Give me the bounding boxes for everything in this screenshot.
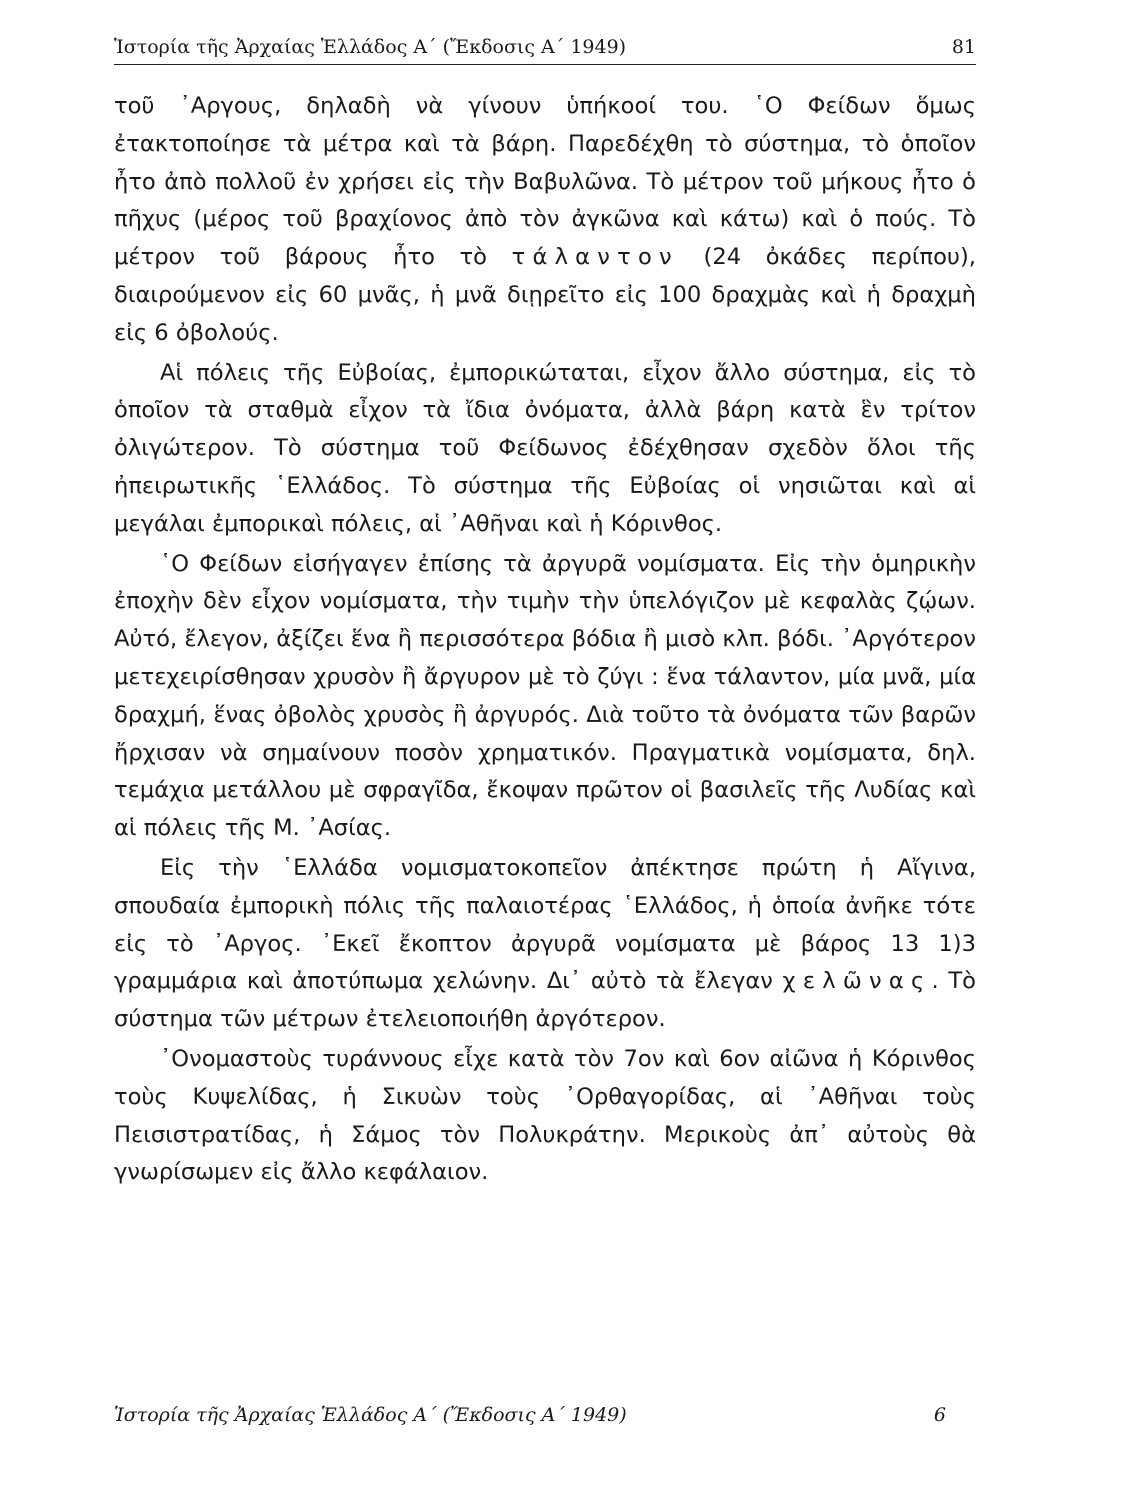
header-title: Ἱστορία τῆς Ἀρχαίας Ἑλλάδος Α΄ (Ἔκδοσις Α΄ 1949) [114,36,627,58]
footer-title: Ἱστορία τῆς Ἀρχαίας Ἑλλάδος Α΄ (Ἔκδοσις Α΄ 1949) [114,1404,627,1426]
paragraph-text: . Τὸ σύστημα τῶν μέτρων ἐτελειοποιήθη ἀργότερον. [114,968,976,1033]
body-text [114,88,976,1194]
spaced-term: τάλαντον [511,244,679,271]
paragraph [114,1041,976,1192]
running-header [114,34,976,65]
paragraph [114,850,976,1039]
paragraph [114,355,976,544]
spaced-term: χελῶνας [782,968,932,995]
signature-footer [114,1404,946,1432]
paragraph [114,88,976,353]
paragraph-text: ᾿Ονομαστοὺς τυράννους εἶχε κατὰ τὸν 7ον καὶ 6ον αἰῶνα ἡ Κόρινθος τοὺς Κυψελίδας, ἡ Σικυὼν τοὺς ᾿Ορθαγορίδας, αἱ ᾿Αθῆναι τοὺς Πεισιστρατίδας, ἡ Σάμος τὸν Πολυκράτην. Μερικοὺς ἀπ᾿ αὐτοὺς θὰ γνωρίσωμεν εἰς ἄλλο κεφάλαιον. [114,1045,976,1186]
signature-mark: 6 [933,1404,946,1426]
paragraph-text: Αἱ πόλεις τῆς Εὐβοίας, ἐμπορικώταται, εἶχον ἄλλο σύστημα, εἰς τὸ ὁποῖον τὰ σταθμὰ εἶχον τὰ ἴδια ὀνόματα, ἀλλὰ βάρη κατὰ ἓν τρίτον ὀλιγώτερον. Τὸ σύστημα τοῦ Φείδωνος ἐδέχθησαν σχεδὸν ὅλοι τῆς ἠπειρωτικῆς ῾Ελλάδος. Τὸ σύστημα τῆς Εὐβοίας οἱ νησιῶται καὶ αἱ μεγάλαι ἐμπορικαὶ πόλεις, αἱ ᾿Αθῆναι καὶ ἡ Κόρινθος. [114,359,976,537]
paragraph-text: ῾Ο Φείδων εἰσήγαγεν ἐπίσης τὰ ἀργυρᾶ νομίσματα. Εἰς τὴν ὁμηρικὴν ἐποχὴν δὲν εἶχον νομίσματα, τὴν τιμὴν τὴν ὑπελόγιζον μὲ κεφαλὰς ζῴων. Αὐτό, ἔλεγον, ἀξίζει ἕνα ἢ περισσότερα βόδια ἢ μισὸ κλπ. βόδι. ᾿Αργότερον μετεχειρίσθησαν χρυσὸν ἢ ἄργυρον μὲ τὸ ζύγι : ἕνα τάλαντον, μία μνᾶ, μία δραχμή, ἕνας ὀβολὸς χρυσὸς ἢ ἀργυρός. Διὰ τοῦτο τὰ ὀνόματα τῶν βαρῶν ἤρχισαν νὰ σημαίνουν ποσὸν χρηματικόν. Πραγματικὰ νομίσματα, δηλ. τεμάχια μετάλλου μὲ σφραγῖδα, ἔκοψαν πρῶτον οἱ βασιλεῖς τῆς Λυδίας καὶ αἱ πόλεις τῆς Μ. ᾿Ασίας. [114,550,976,842]
page-number: 81 [951,36,976,58]
paragraph [114,546,976,848]
paragraph-text: τοῦ ᾿Αργους, δηλαδὴ νὰ γίνουν ὑπήκοοί του. ῾Ο Φείδων ὅμως ἐτακτοποίησε τὰ μέτρα καὶ τὰ βάρη. Παρεδέχθη τὸ σύστημα, τὸ ὁποῖον ἦτο ἀπὸ πολλοῦ ἐν χρήσει εἰς τὴν Βαβυλῶνα. Τὸ μέτρον τοῦ μήκους ἦτο ὁ πῆχυς (μέρος τοῦ βραχίονος ἀπὸ τὸν ἀγκῶνα καὶ κάτω) καὶ ὁ πούς. Τὸ μέτρον τοῦ βάρους ἦτο τὸ [114,93,976,271]
paragraph-text: Εἰς τὴν ῾Ελλάδα νομισματοκοπεῖον ἀπέκτησε πρώτη ἡ Αἴγινα, σπουδαία ἐμπορικὴ πόλις τῆς παλαιοτέρας ῾Ελλάδος, ἡ ὁποία ἀνῆκε τότε εἰς τὸ ᾿Αργος. ᾿Εκεῖ ἔκοπτον ἀργυρᾶ νομίσματα μὲ βάρος 13 1)3 γραμμάρια καὶ ἀποτύπωμα χελώνην. Δι᾿ αὐτὸ τὰ ἔλεγαν [114,854,976,995]
paragraph-text: (24 ὀκάδες περίπου), διαιρούμενον εἰς 60 μνᾶς, ἡ μνᾶ διῃρεῖτο εἰς 100 δραχμὰς καὶ ἡ δραχμὴ εἰς 6 ὀβολούς. [114,244,976,346]
